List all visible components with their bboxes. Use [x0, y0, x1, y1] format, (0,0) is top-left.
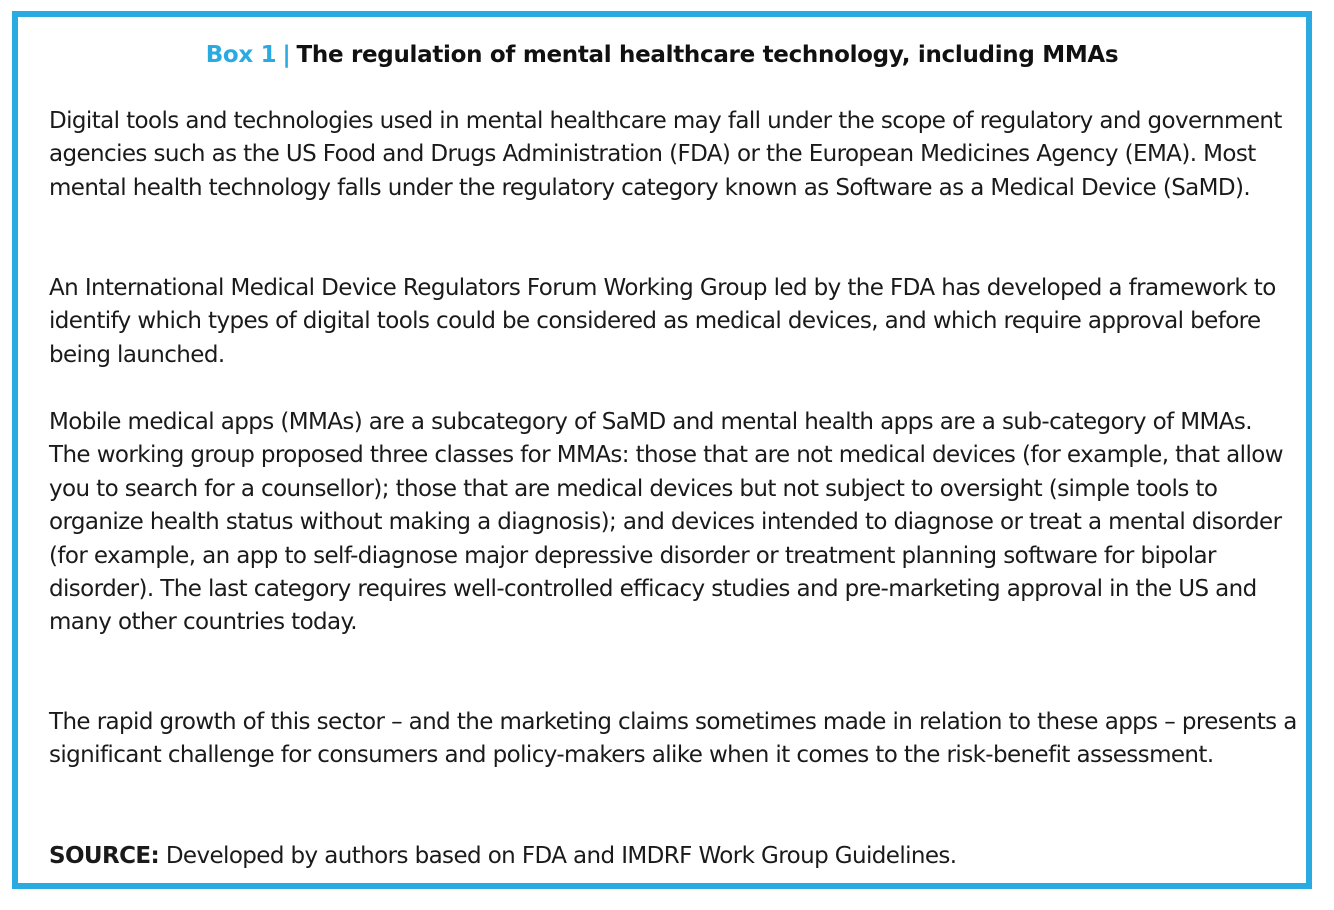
paragraph-regulatory-scope: Digital tools and technologies used in mental healthcare may fall under the scope of regulatory and government agencies such as the US Food and Drugs Administration (FDA) or the European Medicines Agency (EMA). Most mental health technology falls under the regulatory category known as Software as a Medical Device (SaMD). [49, 108, 1282, 201]
source-text: Developed by authors based on FDA and IMDRF Work Group Guidelines. [165, 843, 957, 869]
box-title-text: The regulation of mental healthcare technology, including MMAs [296, 42, 1119, 68]
paragraph-mma-classes: Mobile medical apps (MMAs) are a subcategory of SaMD and mental health apps are a sub-category of MMAs. The working group proposed three classes for MMAs: those that are not medical devices (for example, that allow you to search for a counsellor); those that are medical devices but not subject to oversight (simple tools to organize health status without making a diagnosis); and devices intended to diagnose or treat a mental disorder (for example, an app to self-diagnose major depressive disorder or treatment planning software for bipolar disorder). The last category requires well-controlled efficacy studies and pre-marketing approval in the US and many other countries today. [49, 409, 1283, 636]
box-number-label: Box 1 [205, 42, 277, 68]
title-separator: | [282, 42, 291, 68]
source-label: SOURCE: [49, 843, 160, 869]
box-title [18, 39, 1306, 71]
info-box [12, 11, 1312, 889]
source-note [49, 840, 1299, 873]
paragraph-sector-growth: The rapid growth of this sector – and the marketing claims sometimes made in relation to these apps – presents a significant challenge for consumers and policy-makers alike when it comes to the risk-benefit assessment. [49, 709, 1297, 769]
paragraph-imdrf-framework: An International Medical Device Regulators Forum Working Group led by the FDA has developed a framework to identify which types of digital tools could be considered as medical devices, and which require approval before being launched. [49, 275, 1276, 368]
